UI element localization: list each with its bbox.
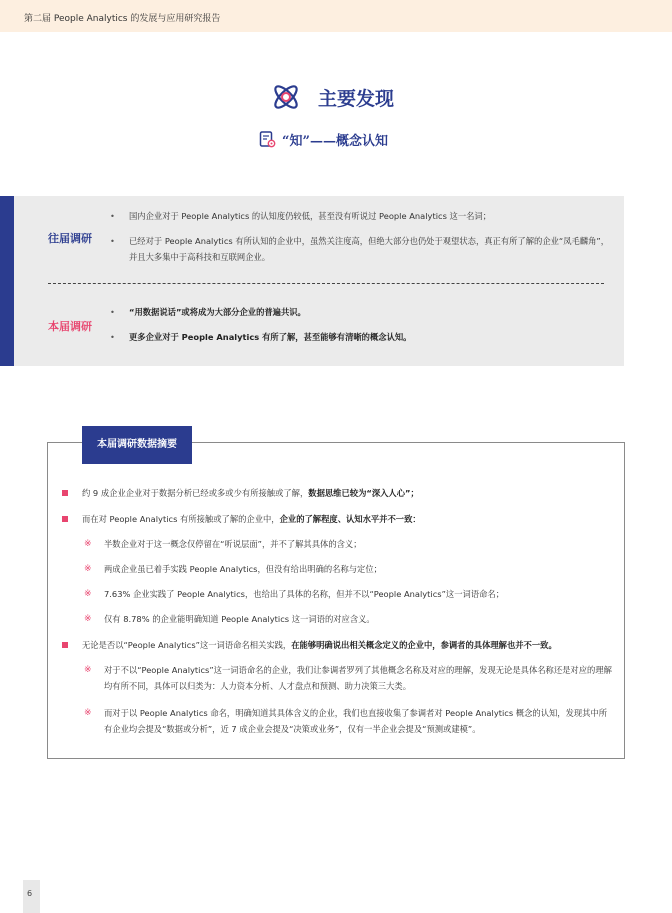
pink-square-bullet (62, 642, 68, 648)
reference-mark: ※ (84, 589, 92, 599)
summary-subitem: ※ 仅有 8.78% 的企业能明确知道 People Analytics 这一词语的对应含义。 (84, 611, 614, 627)
reference-mark: ※ (84, 539, 92, 549)
past-survey-label: 往届调研 (48, 232, 92, 245)
panel-accent-bar (0, 196, 14, 366)
section-title (270, 80, 394, 114)
reference-mark: ※ (84, 665, 92, 675)
document-gear-icon (259, 131, 276, 148)
bullet-dot: • (110, 236, 115, 246)
current-item: • 更多企业对于 People Analytics 有所了解，甚至能够有清晰的概念认知。 (110, 329, 610, 345)
atom-icon (270, 81, 302, 113)
pink-square-bullet (62, 516, 68, 522)
summary-subitem: ※ 两成企业虽已着手实践 People Analytics，但没有给出明确的名称与定位； (84, 561, 614, 577)
summary-subitem: ※ 对于不以“People Analytics”这一词语命名的企业，我们让参调者罗列了其他概念名称及对应的理解，发现无论是具体名称还是对应的理解均有所不同，具体可以归类为：人力资本分析、人才盘点和预测、助力决策三大类。 (84, 662, 614, 694)
bullet-dot: • (110, 307, 115, 317)
summary-tab: 本届调研数据摘要 (82, 426, 192, 464)
page-subtitle: “知”——概念认知 (282, 133, 388, 149)
section-subtitle (259, 128, 388, 150)
current-item: • “用数据说话”或将成为大部分企业的普遍共识。 (110, 304, 610, 320)
panel-divider (48, 283, 604, 284)
reference-mark: ※ (84, 708, 92, 718)
summary-item: 而在对 People Analytics 有所接触或了解的企业中，企业的了解程度、认知水平并不一致： (62, 511, 622, 527)
page-title: 主要发现 (318, 87, 395, 110)
past-item: • 已经对于 People Analytics 有所认知的企业中，虽然关注度高，但绝大部分也仍处于观望状态，真正有所了解的企业“凤毛麟角”，并且大多集中于高科技和互联网企业。 (110, 233, 610, 265)
bullet-dot: • (110, 332, 115, 342)
summary-item: 无论是否以“People Analytics”这一词语命名相关实践，在能够明确说出相关概念定义的企业中，参调者的具体理解也并不一致。 (62, 637, 622, 653)
past-item: • 国内企业对于 People Analytics 的认知度仍较低，甚至没有听说过 People Analytics 这一名词； (110, 208, 610, 224)
summary-subitem: ※ 半数企业对于这一概念仅停留在“听说层面”，并不了解其具体的含义； (84, 536, 614, 552)
reference-mark: ※ (84, 564, 92, 574)
pink-square-bullet (62, 490, 68, 496)
summary-item: 约 9 成企业企业对于数据分析已经或多或少有所接触或了解，数据思维已较为“深入人心”； (62, 485, 622, 501)
header-title: 第二届 People Analytics 的发展与应用研究报告 (24, 14, 221, 24)
current-survey-label: 本届调研 (48, 320, 92, 333)
summary-subitem: ※ 7.63% 企业实践了 People Analytics，也给出了具体的名称，但并不以“People Analytics”这一词语命名； (84, 586, 614, 602)
bullet-dot: • (110, 211, 115, 221)
page-number: 6 (27, 889, 33, 898)
summary-subitem: ※ 而对于以 People Analytics 命名，明确知道其具体含义的企业，我们也直接收集了参调者对 People Analytics 概念的认知，发现其中所有企业均会提及“数据或分析”，近 7 成企业会提及“决策或业务”，仅有一半企业会提及“预测或建模”。 (84, 705, 614, 737)
reference-mark: ※ (84, 614, 92, 624)
